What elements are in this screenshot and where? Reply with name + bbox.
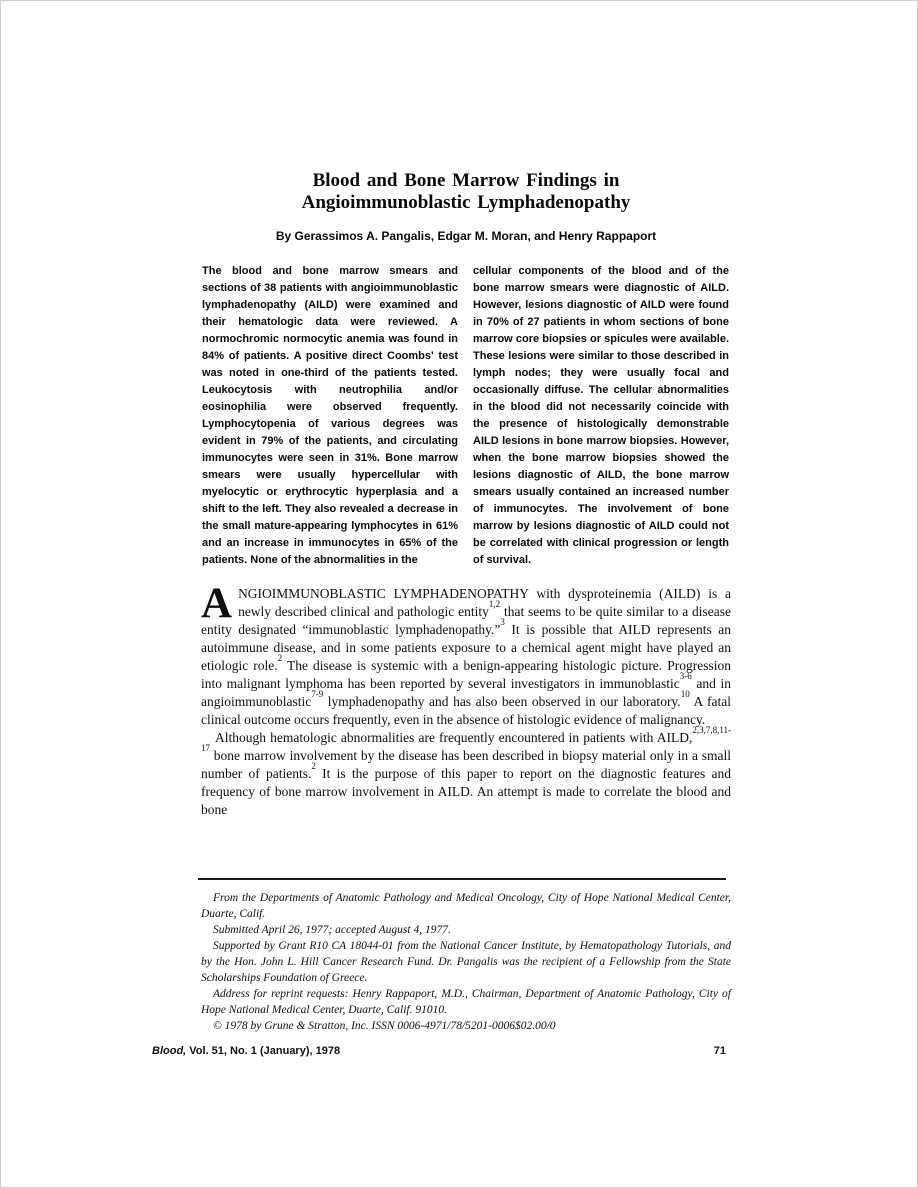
title-block — [201, 170, 731, 243]
abstract — [202, 263, 730, 569]
footnote-reprints: Address for reprint requests: Henry Rappaport, M.D., Chairman, Department of Anatomic Pathology, City of Hope National Medical Center, Duarte, Calif. 91010. — [201, 988, 731, 1016]
body-paragraph-1 — [201, 580, 732, 729]
article-title-line1: Blood and Bone Marrow Findings in — [312, 170, 620, 191]
footnote-copyright: © 1978 by Grune & Stratton, Inc. ISSN 0006-4971/78/5201-0006$02.00/0 — [213, 1020, 556, 1032]
footnote-affiliation: From the Departments of Anatomic Pathology and Medical Oncology, City of Hope National Medical Center, Duarte, Calif. — [201, 892, 731, 920]
article-title-line2: Angioimmunoblastic Lymphadenopathy — [301, 192, 631, 213]
body-paragraph-2: Although hematologic abnormalities are frequently encountered in patients with AILD,$^{2,3,7,8,11-17}$ bone marrow involvement by the disease has been described in biopsy material only in a small number of patients.$^2$ It is the purpose of this paper to report on the diagnostic features and frequency of bone marrow involvement in AILD. An attempt is made to correlate the blood and bone — [201, 724, 731, 817]
article-body — [201, 580, 732, 819]
journal-volume-info: Vol. 51, No. 1 (January), 1978 — [186, 1045, 341, 1057]
body-paragraph-1-text: NGIOIMMUNOBLASTIC LYMPHADENOPATHY with dysproteinemia (AILD) is a newly described clinical and pathologic entity$^{1,2}$ that seems to be quite similar to a disease entity designated “immunoblastic lymphadenopathy.”$^3$ It is possible that AILD represents an autoimmune disease, and in some patients exposure to a chemical agent might have played an etiologic role.$^2$ The disease is systemic with a benign-appearing histologic picture. Progression into malignant lymphoma has been reported by several investigators in immunoblastic$^{3-6}$ and in angioimmunoblastic$^{7-9}$ lymphadenopathy and has also been observed in our laboratory.$^{10}$ A fatal clinical outcome occurs frequently, even in the absence of histologic evidence of malignancy. — [201, 586, 732, 727]
abstract-right-column: cellular components of the blood and of the bone marrow smears were diagnostic of AILD. However, lesions diagnostic of AILD were found in 70% of 27 patients in whom sections of bone marrow core biopsies or spicules were available. These lesions were similar to those described in lymph nodes; they were usually focal and occasionally diffuse. The cellular abnormalities in the blood did not necessarily coincide with the presence of histologically demonstrable AILD lesions in bone marrow biopsies. However, when the bone marrow biopsies showed the lesions diagnostic of AILD, the bone marrow smears usually contained an increased number of immunocytes. The involvement of bone marrow by lesions diagnostic of AILD could not be correlated with clinical progression or length of survival. — [473, 265, 729, 566]
abstract-left-column: The blood and bone marrow smears and sections of 38 patients with angioimmunoblastic lymphadenopathy (AILD) were examined and their hematologic data were reviewed. A normochromic normocytic anemia was found in 84% of patients. A positive direct Coombs' test was noted in one-third of the patients tested. Leukocytosis with neutrophilia and/or eosinophilia were observed frequently. Lymphocytopenia of various degrees was evident in 79% of the patients, and circulating immunocytes were seen in 31%. Bone marrow smears were usually hypercellular with myelocytic or erythrocytic hyperplasia and a shift to the left. They also revealed a decrease in the small mature-appearing lymphocytes in 61% and an increase in immunocytes in 65% of the patients. None of the abnormalities in the — [202, 265, 458, 566]
footnote-divider — [198, 878, 726, 880]
dropcap-letter: A — [201, 580, 233, 627]
journal-citation — [152, 1045, 340, 1057]
byline: By Gerassimos A. Pangalis, Edgar M. Moran, and Henry Rappaport — [275, 229, 657, 243]
footnote-submitted: Submitted April 26, 1977; accepted August 4, 1977. — [213, 924, 451, 936]
journal-name: Blood, — [152, 1045, 187, 1057]
footnote-supported: Supported by Grant R10 CA 18044-01 from the National Cancer Institute, by Hematopathology Tutorials, and by the Hon. John L. Hill Cancer Research Fund. Dr. Pangalis was the recipient of a Fellowship from the State Scholarships Foundation of Greece. — [201, 940, 731, 984]
article-title — [201, 170, 731, 214]
footnotes — [201, 890, 731, 1034]
page-number: 71 — [713, 1045, 726, 1057]
page-footer — [152, 1045, 726, 1057]
